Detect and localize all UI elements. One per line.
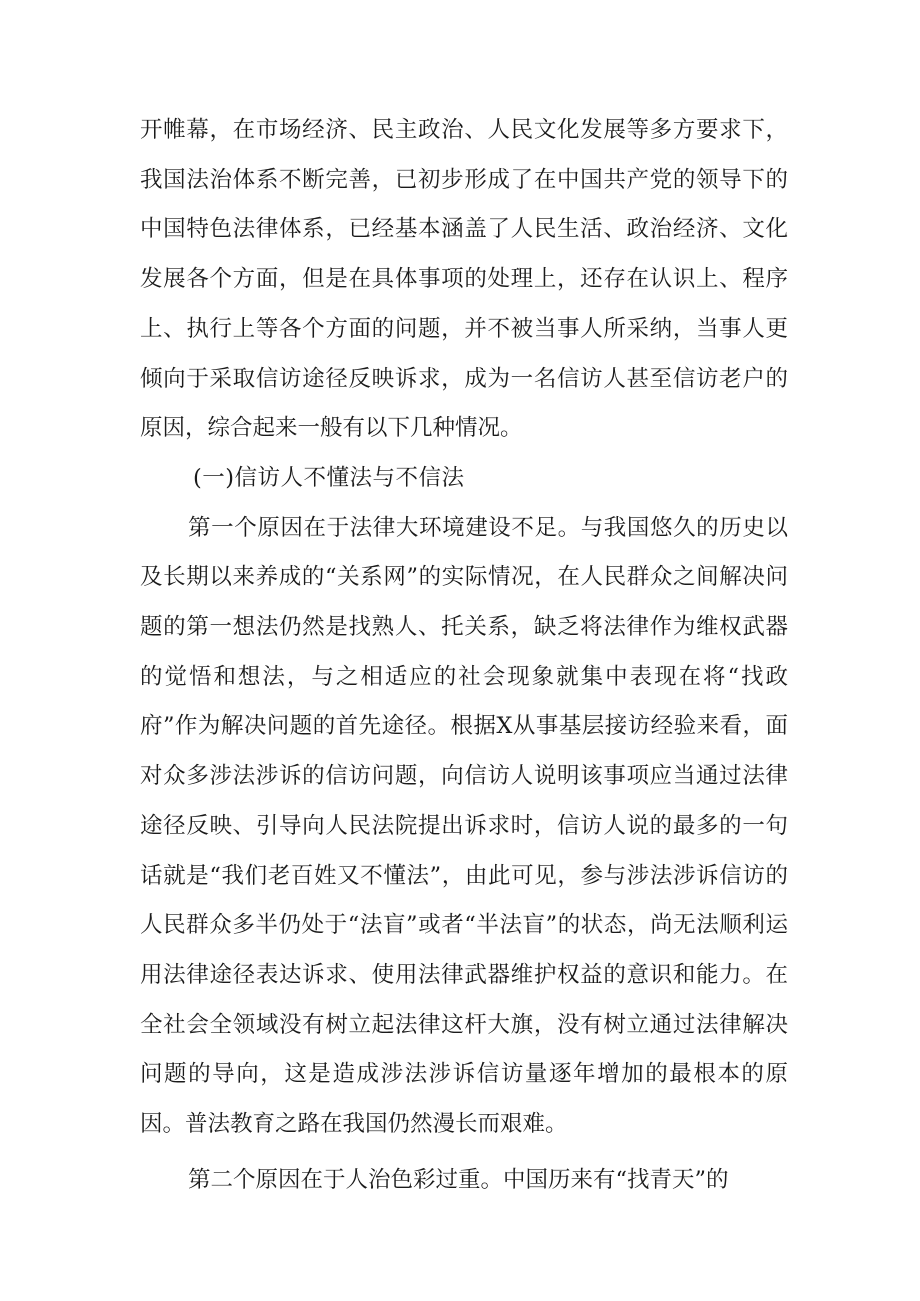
document-body bbox=[140, 106, 788, 1205]
section-heading: (一)信访人不懂法与不信法 bbox=[193, 464, 465, 491]
paragraph-intro: 开帷幕，在市场经济、民主政治、人民文化发展等多方要求下，我国法治体系不断完善，已初步形成了在中国共产党的领导下的中国特色法律体系，已经基本涵盖了人民生活、政治经济、文化发展各个方面，但是在具体事项的处理上，还存在认识上、程序上、执行上等各个方面的问题，并不被当事人所采纳，当事人更倾向于采取信访途径反映诉求，成为一名信访人甚至信访老户的原因，综合起来一般有以下几种情况。 bbox=[140, 117, 788, 442]
paragraph-reason-2: 第二个原因在于人治色彩过重。中国历来有“找青天”的 bbox=[188, 1166, 729, 1193]
paragraph-reason-1: 第一个原因在于法律大环境建设不足。与我国悠久的历史以及长期以来养成的“关系网”的实际情况，在人民群众之间解决问题的第一想法仍然是找熟人、托关系，缺乏将法律作为维权武器的觉悟和想法，与之相适应的社会现象就集中表现在将“找政府”作为解决问题的首先途径。根据X从事基层接访经验来看，面对众多涉法涉诉的信访问题，向信访人说明该事项应当通过法律途径反映、引导向人民法院提出诉求时，信访人说的最多的一句话就是“我们老百姓又不懂法”，由此可见，参与涉法涉诉信访的人民群众多半仍处于“法盲”或者“半法盲”的状态，尚无法顺利运用法律途径表达诉求、使用法律武器维护权益的意识和能力。在全社会全领域没有树立起法律这杆大旗，没有树立通过法律解决问题的导向，这是造成涉法涉诉信访量逐年增加的最根本的原因。普法教育之路在我国仍然漫长而艰难。 bbox=[140, 514, 788, 1138]
